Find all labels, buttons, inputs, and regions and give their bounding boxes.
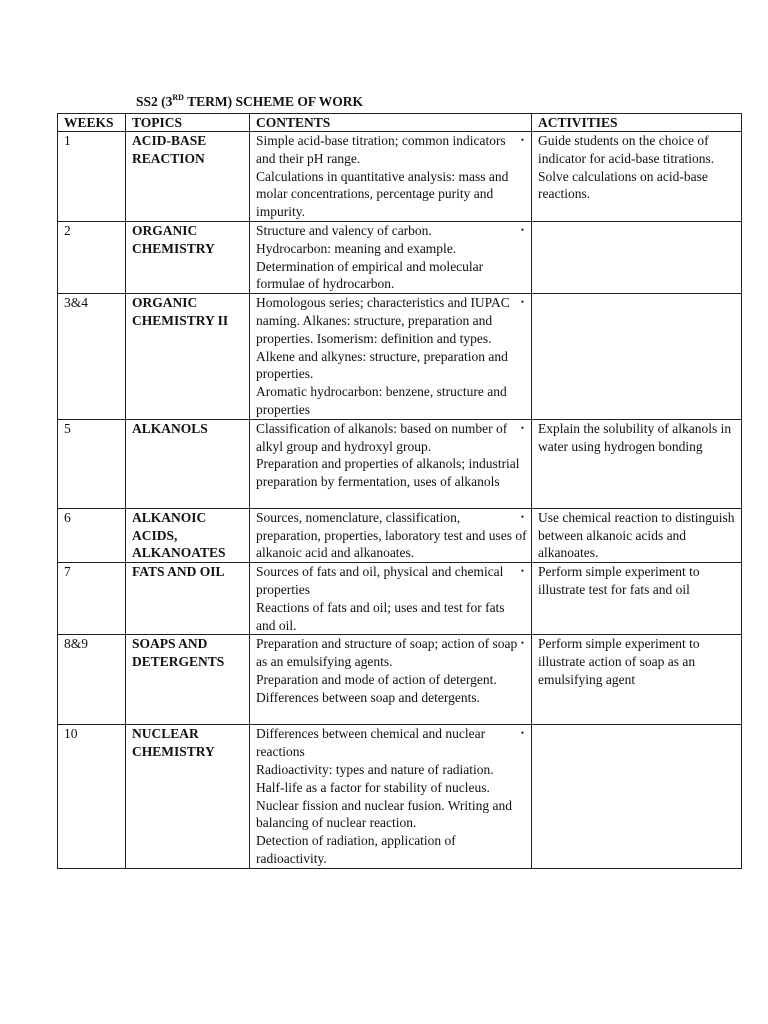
contents-cell xyxy=(250,294,532,420)
bullet-icon: • xyxy=(520,728,524,739)
content-line: Half-life as a factor for stability of nucleus. xyxy=(256,779,490,795)
week-cell: 2 xyxy=(58,221,126,293)
topic-line: FATS AND OIL xyxy=(132,564,225,580)
topic-cell xyxy=(126,132,250,222)
contents-cell xyxy=(250,419,532,508)
activities-cell: Perform simple experiment to illustrate test for fats and oil xyxy=(532,563,742,635)
topic-cell xyxy=(126,635,250,725)
bullet-icon: • xyxy=(520,297,524,308)
activities-cell: Perform simple experiment to illustrate action of soap as an emulsifying agent xyxy=(532,635,742,725)
activities-cell: Use chemical reaction to distinguish between alkanoic acids and alkanoates. xyxy=(532,508,742,562)
bullet-icon: • xyxy=(520,566,524,577)
header-weeks: WEEKS xyxy=(58,114,126,132)
topic-line: CHEMISTRY II xyxy=(132,312,229,328)
table-row xyxy=(58,508,742,562)
header-topics: TOPICS xyxy=(126,114,250,132)
topic-line: DETERGENTS xyxy=(132,654,225,670)
topic-cell xyxy=(126,294,250,420)
table-row xyxy=(58,221,742,293)
table-row xyxy=(58,419,742,508)
content-line: Simple acid-base titration; common indicators and their pH range. xyxy=(256,133,506,166)
topic-line: ALKANOLS xyxy=(132,420,208,436)
topic-cell xyxy=(126,725,250,868)
activities-cell: Guide students on the choice of indicator for acid-base titrations. Solve calculations on acid-base reactions. xyxy=(532,132,742,222)
week-cell: 1 xyxy=(58,132,126,222)
scheme-of-work-table xyxy=(57,113,742,869)
topic-line: CHEMISTRY xyxy=(132,240,215,256)
content-line: Preparation and properties of alkanols; industrial preparation by fermentation, uses of alkanols xyxy=(256,456,520,490)
table-header-row xyxy=(58,114,742,132)
topic-line: CHEMISTRY xyxy=(132,744,215,760)
topic-line: REACTION xyxy=(132,150,205,166)
content-line: Nuclear fission and nuclear fusion. Writing and balancing of nuclear reaction. xyxy=(256,797,513,831)
topic-line: ORGANIC xyxy=(132,295,198,311)
header-activities: ACTIVITIES xyxy=(532,114,742,132)
topic-cell xyxy=(126,508,250,562)
bullet-icon: • xyxy=(520,422,524,433)
bullet-icon: • xyxy=(520,511,524,522)
topic-line: ACID-BASE xyxy=(132,133,207,148)
activities-cell xyxy=(532,725,742,868)
title-prefix: SS2 (3 xyxy=(136,94,173,109)
content-line: Reactions of fats and oil; uses and test for fats and oil. xyxy=(256,599,505,633)
content-line: Differences between soap and detergents. xyxy=(256,689,481,705)
activities-cell: Explain the solubility of alkanols in water using hydrogen bonding xyxy=(532,419,742,508)
content-line: Classification of alkanols: based on number of alkyl group and hydroxyl group. xyxy=(256,420,508,454)
topic-line: ACIDS, xyxy=(132,527,178,543)
activities-cell xyxy=(532,294,742,420)
topic-line: ALKANOATES xyxy=(132,545,226,561)
content-line: Structure and valency of carbon. xyxy=(256,222,432,238)
activities-cell xyxy=(532,221,742,293)
contents-cell xyxy=(250,508,532,562)
title-superscript: RD xyxy=(172,93,184,102)
title-suffix: TERM) SCHEME OF WORK xyxy=(183,94,363,109)
topic-line: SOAPS AND xyxy=(132,636,208,652)
week-cell: 3&4 xyxy=(58,294,126,420)
topic-line: ALKANOIC xyxy=(132,509,207,525)
contents-cell xyxy=(250,635,532,725)
contents-cell xyxy=(250,563,532,635)
contents-cell xyxy=(250,725,532,868)
topic-cell xyxy=(126,563,250,635)
content-line: Hydrocarbon: meaning and example. xyxy=(256,240,457,256)
week-cell: 8&9 xyxy=(58,635,126,725)
week-cell: 6 xyxy=(58,508,126,562)
content-line: Sources of fats and oil, physical and chemical properties xyxy=(256,564,504,597)
bullet-icon: • xyxy=(520,135,524,145)
table-row xyxy=(58,294,742,420)
bullet-icon: • xyxy=(520,638,524,649)
topic-cell xyxy=(126,221,250,293)
content-line: Determination of empirical and molecular formulae of hydrocarbon. xyxy=(256,258,484,292)
table-row xyxy=(58,725,742,868)
header-contents: CONTENTS xyxy=(250,114,532,132)
content-line: Radioactivity: types and nature of radiation. xyxy=(256,761,494,777)
document-title xyxy=(136,94,363,110)
topic-line: ORGANIC xyxy=(132,222,198,238)
table-body xyxy=(58,132,742,869)
week-cell: 5 xyxy=(58,419,126,508)
content-line: Preparation and structure of soap; action of soap as an emulsifying agents. xyxy=(256,636,518,670)
contents-cell xyxy=(250,221,532,293)
bullet-icon: • xyxy=(520,224,524,235)
content-line: Aromatic hydrocarbon: benzene, structure and properties xyxy=(256,384,507,417)
week-cell: 7 xyxy=(58,563,126,635)
content-line: Sources, nomenclature, classification, preparation, properties, laboratory test and uses of alkanoic acid and alkanoates. xyxy=(256,509,527,561)
content-line: Detection of radiation, application of radioactivity. xyxy=(256,833,456,866)
table-row xyxy=(58,132,742,222)
content-line: Preparation and mode of action of detergent. xyxy=(256,671,497,687)
content-line: Homologous series; characteristics and IUPAC naming. Alkanes: structure, preparation and properties. Isomerism: definition and types. Alkene and alkynes: structure, preparation and properties. xyxy=(256,295,510,382)
content-line: Calculations in quantitative analysis: mass and molar concentrations, percentage purity and impurity. xyxy=(256,168,509,220)
content-line: Differences between chemical and nuclear reactions xyxy=(256,726,486,760)
topic-line: NUCLEAR xyxy=(132,726,199,742)
contents-cell xyxy=(250,132,532,222)
week-cell: 10 xyxy=(58,725,126,868)
topic-cell xyxy=(126,419,250,508)
table-row xyxy=(58,563,742,635)
table-row xyxy=(58,635,742,725)
